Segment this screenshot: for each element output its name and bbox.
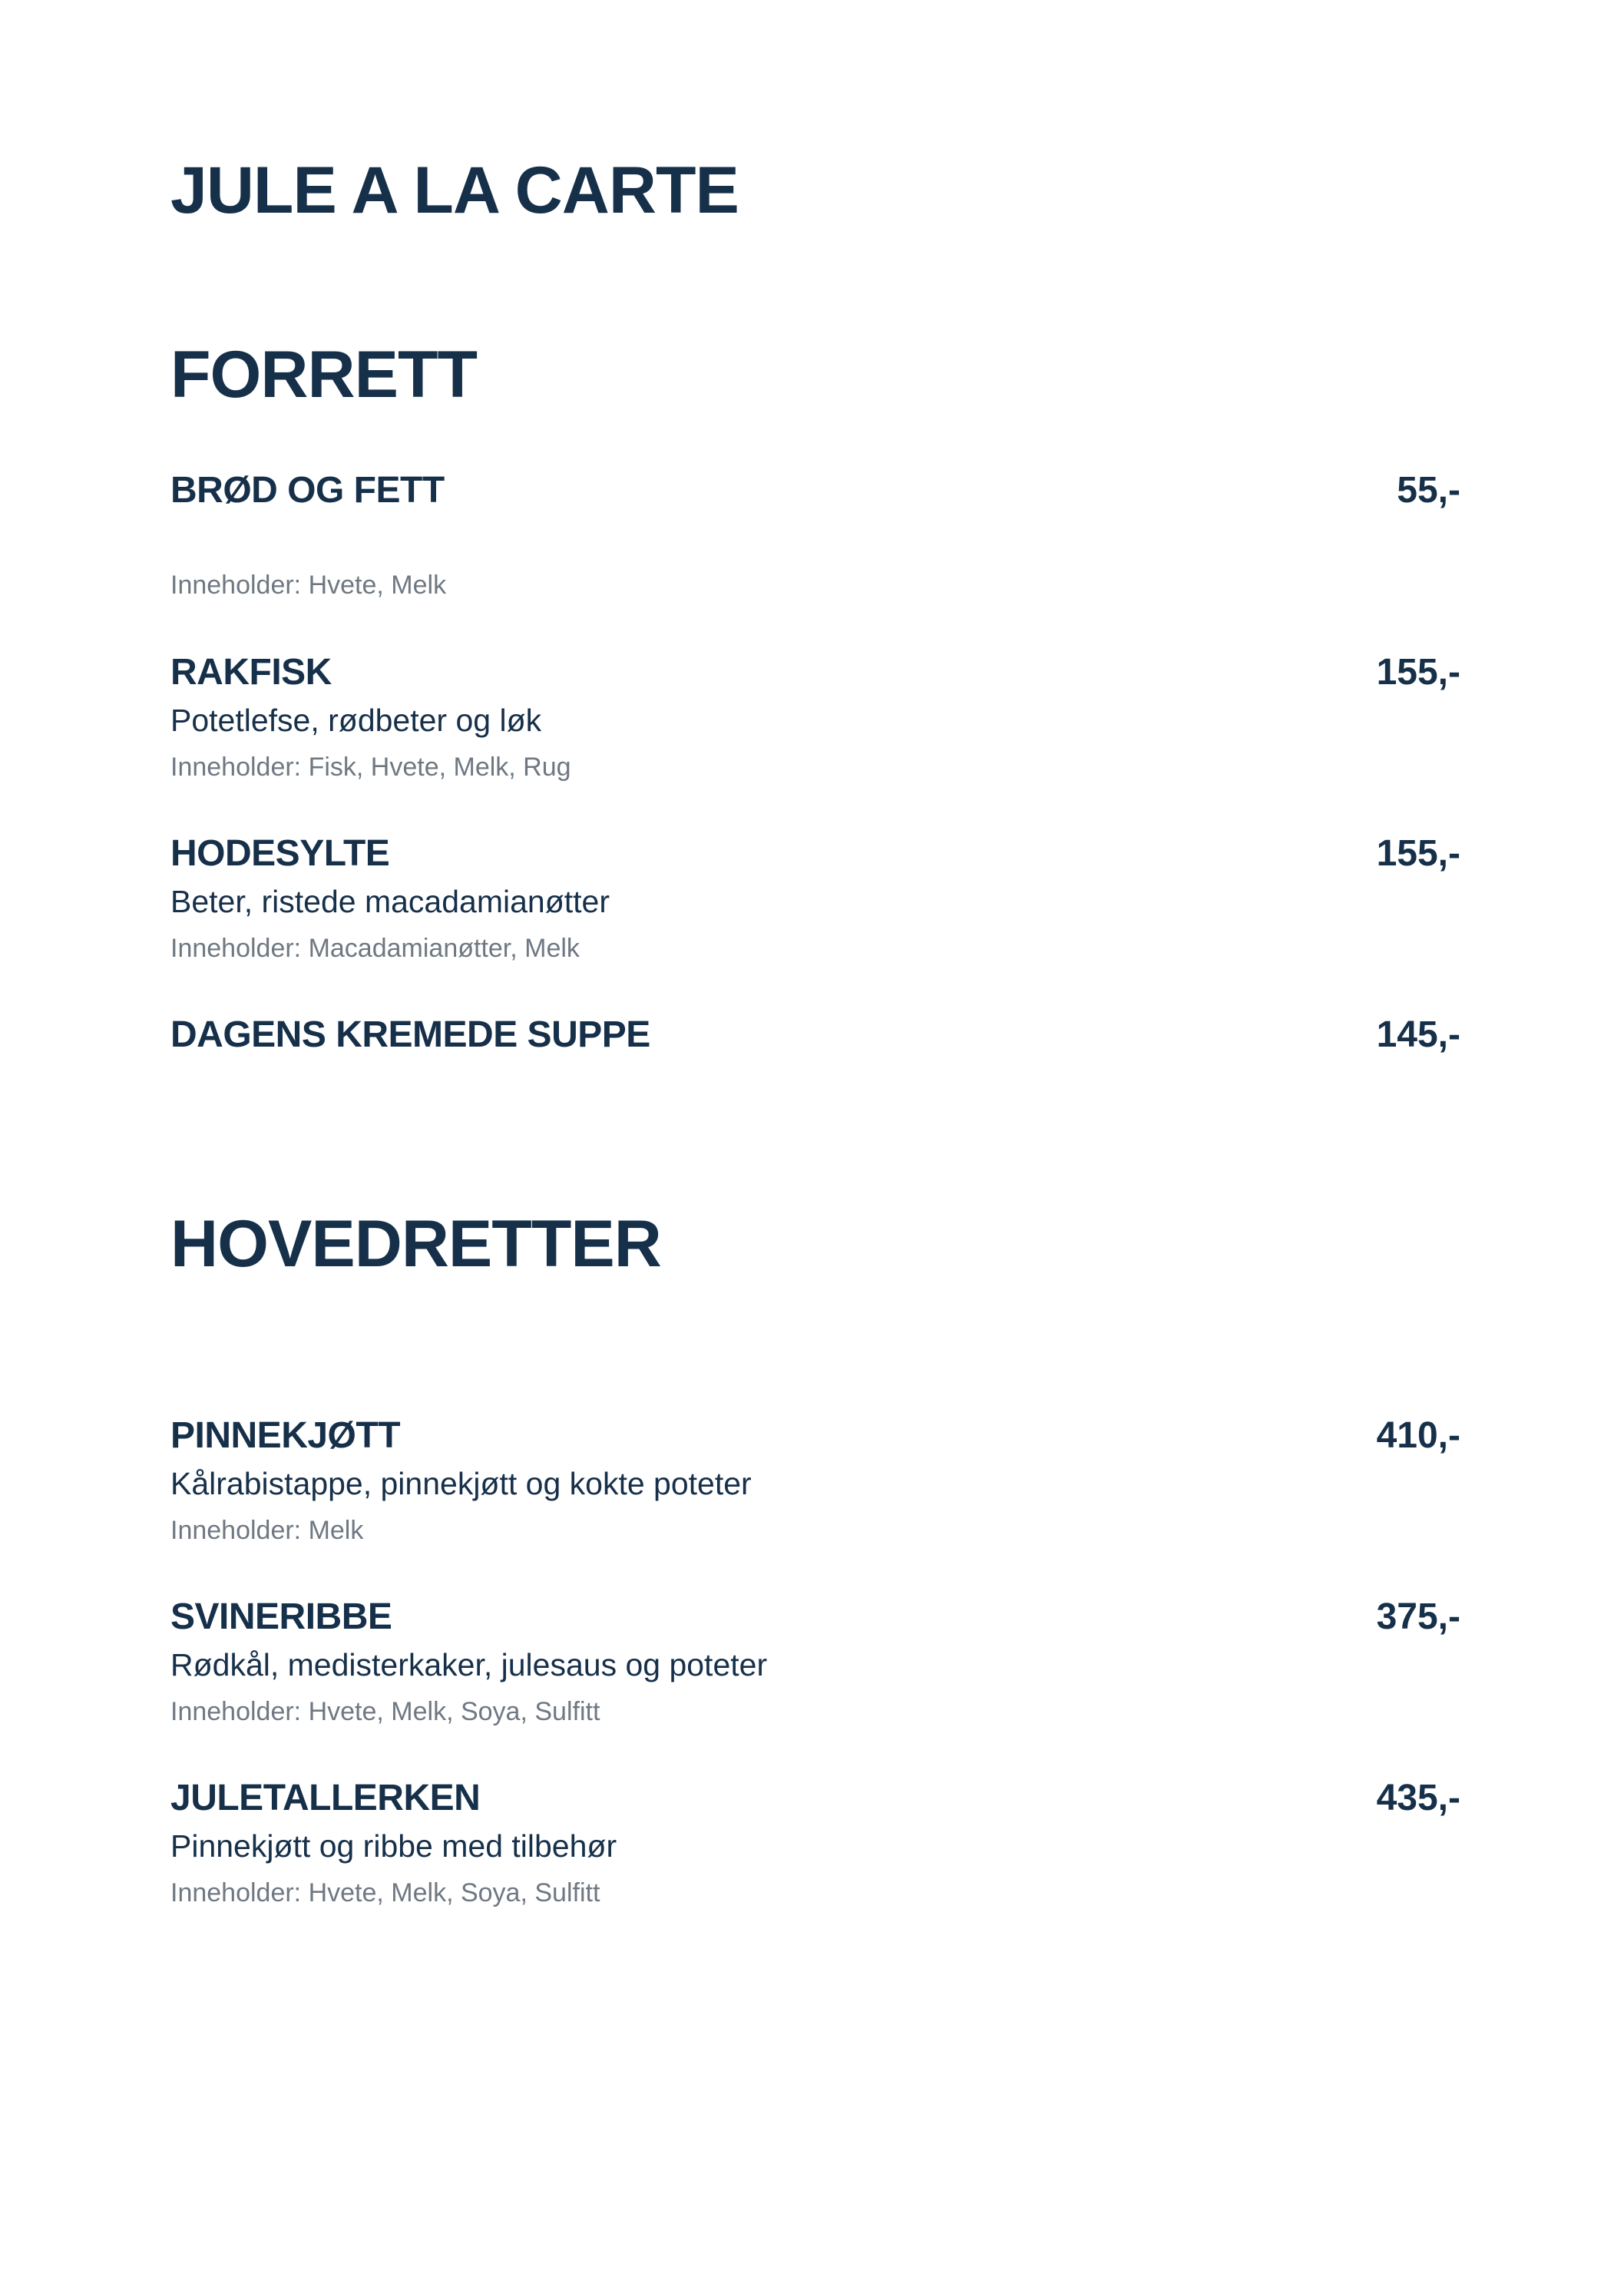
section-title-hovedretter: HOVEDRETTER <box>170 1207 661 1281</box>
item-price: 155,- <box>1376 833 1460 874</box>
item-allergens: Inneholder: Macadamianøtter, Melk <box>170 934 580 963</box>
item-description: Kålrabistappe, pinnekjøtt og kokte poteter <box>170 1466 752 1501</box>
item-allergens: Inneholder: Hvete, Melk, Soya, Sulfitt <box>170 1697 600 1726</box>
item-price: 55,- <box>1397 470 1460 511</box>
item-price: 435,- <box>1376 1778 1460 1818</box>
item-name: RAKFISK <box>170 652 332 693</box>
item-description: Pinnekjøtt og ribbe med tilbehør <box>170 1828 617 1864</box>
item-price: 375,- <box>1376 1596 1460 1637</box>
item-allergens: Inneholder: Hvete, Melk, Soya, Sulfitt <box>170 1878 600 1907</box>
item-description: Potetlefse, rødbeter og løk <box>170 703 542 738</box>
item-name: HODESYLTE <box>170 833 390 874</box>
item-price: 410,- <box>1376 1415 1460 1456</box>
item-name: JULETALLERKEN <box>170 1778 481 1818</box>
item-description: Rødkål, medisterkaker, julesaus og poteter <box>170 1647 768 1682</box>
item-description: Beter, ristede macadamianøtter <box>170 884 610 919</box>
item-price: 145,- <box>1376 1014 1460 1055</box>
section-title-forrett: FORRETT <box>170 338 478 412</box>
item-name: BRØD OG FETT <box>170 470 445 511</box>
item-price: 155,- <box>1376 652 1460 693</box>
item-allergens: Inneholder: Fisk, Hvete, Melk, Rug <box>170 753 571 782</box>
item-allergens: Inneholder: Melk <box>170 1516 364 1545</box>
item-name: DAGENS KREMEDE SUPPE <box>170 1014 650 1055</box>
item-name: PINNEKJØTT <box>170 1415 401 1456</box>
item-allergens: Inneholder: Hvete, Melk <box>170 571 447 600</box>
item-name: SVINERIBBE <box>170 1596 392 1637</box>
page-title: JULE A LA CARTE <box>170 154 739 227</box>
